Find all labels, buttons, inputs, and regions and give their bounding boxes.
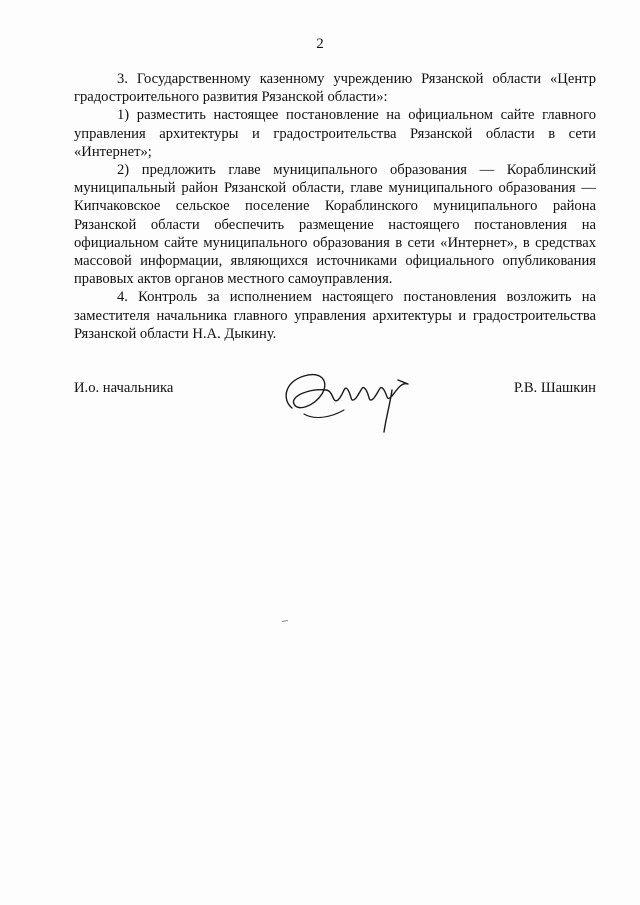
scan-speck (282, 620, 288, 622)
document-body (74, 70, 596, 343)
paragraph-subitem-2: 2) предложить главе муниципального образования — Кораблинский муниципальный район Рязанской области, главе муниципального образования — Кипчаковское сельское поселение Кораблинского муниципального района Рязанской области обеспечить размещение настоящего постановления на официальном сайте муниципального образования в сети «Интернет», в средствах массовой информации, являющихся источниками официального опубликования правовых актов органов местного самоуправления. (74, 162, 596, 288)
signatory-name: Р.В. Шашкин (513, 380, 596, 396)
paragraph-item-4: 4. Контроль за исполнением настоящего постановления возложить на заместителя начальника главного управления архитектуры и градостроительства Рязанской области Н.А. Дыкину. (74, 289, 596, 342)
signatory-title: И.о. начальника (74, 380, 174, 396)
paragraph-subitem-1: 1) разместить настоящее постановление на официальном сайте главного управления архитектуры и градостроительства Рязанской области в сети «Интернет»; (74, 107, 596, 160)
signature-block (74, 380, 596, 450)
page-number: 2 (316, 36, 324, 52)
paragraph-item-3: 3. Государственному казенному учреждению Рязанской области «Центр градостроительного развития Рязанской области»: (74, 71, 596, 106)
handwritten-signature (274, 360, 424, 440)
